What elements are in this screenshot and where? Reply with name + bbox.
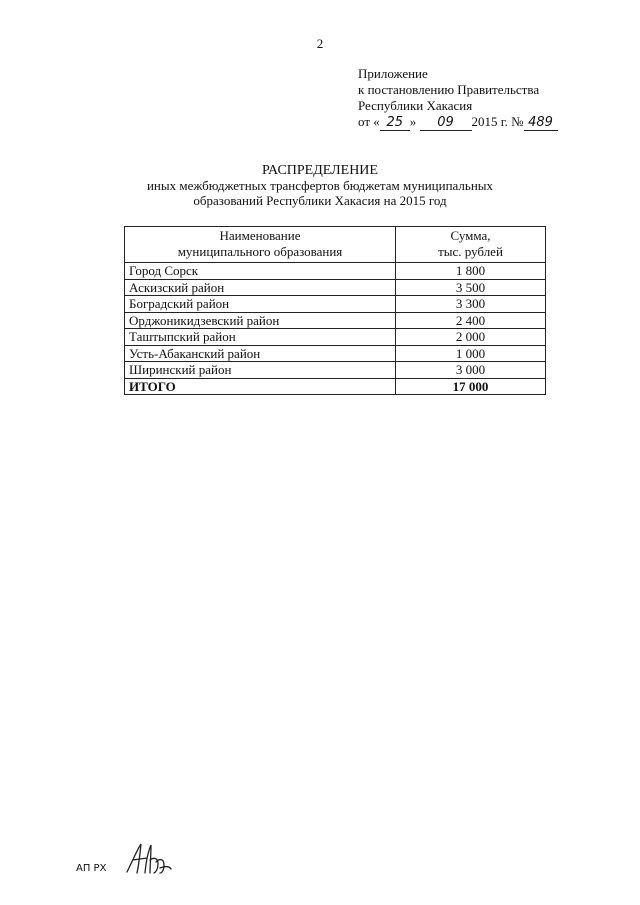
table-row [125, 279, 546, 296]
header-sum-line-2: тыс. рублей [438, 243, 503, 259]
appendix-block [358, 66, 558, 131]
page-number: 2 [316, 36, 324, 51]
date-year: 2015 г. № [471, 114, 524, 129]
header-name-line-2: муниципального образования [177, 243, 343, 259]
title-subtitle-line-2: образований Республики Хакасия на 2015 год [193, 193, 447, 208]
table-header-row [125, 227, 546, 263]
signature-mark [123, 840, 175, 878]
row-name: Город Сорск [125, 263, 396, 280]
header-name [125, 227, 396, 263]
row-sum: 3 500 [396, 279, 546, 296]
table-row [125, 362, 546, 379]
row-name: Аскизский район [125, 279, 396, 296]
document-number: 489 [524, 116, 558, 131]
row-sum: 1 000 [396, 345, 546, 362]
header-name-line-1: Наименование [219, 228, 301, 243]
table-row [125, 312, 546, 329]
row-sum: 2 000 [396, 329, 546, 346]
row-name: Ширинский район [125, 362, 396, 379]
table-row [125, 329, 546, 346]
total-sum: 17 000 [396, 378, 546, 395]
row-name: Таштыпский район [125, 329, 396, 346]
row-sum: 1 800 [396, 263, 546, 280]
total-label: ИТОГО [125, 378, 396, 395]
row-name: Орджоникидзевский район [125, 312, 396, 329]
appendix-line-3: Республики Хакасия [358, 98, 473, 113]
distribution-table [124, 226, 546, 395]
footer-code: АП РХ [76, 863, 107, 874]
document-title [0, 163, 640, 208]
appendix-date-line [358, 114, 558, 131]
row-sum: 2 400 [396, 312, 546, 329]
title-heading: РАСПРЕДЕЛЕНИЕ [262, 163, 378, 178]
row-sum: 3 300 [396, 296, 546, 313]
title-subtitle-line-1: иных межбюджетных трансфертов бюджетам муниципальных [146, 178, 494, 193]
date-mid: » [409, 114, 417, 129]
date-month: 09 [420, 116, 472, 131]
appendix-line-1: Приложение [358, 66, 428, 81]
row-name: Боградский район [125, 296, 396, 313]
table-row [125, 263, 546, 280]
table-row [125, 345, 546, 362]
date-prefix: от « [358, 114, 380, 129]
row-name: Усть-Абаканский район [125, 345, 396, 362]
date-day: 25 [380, 116, 410, 131]
header-sum-line-1: Сумма, [450, 228, 491, 243]
table-total-row [125, 378, 546, 395]
row-sum: 3 000 [396, 362, 546, 379]
table-row [125, 296, 546, 313]
header-sum [396, 227, 546, 263]
appendix-line-2: к постановлению Правительства [358, 82, 540, 97]
